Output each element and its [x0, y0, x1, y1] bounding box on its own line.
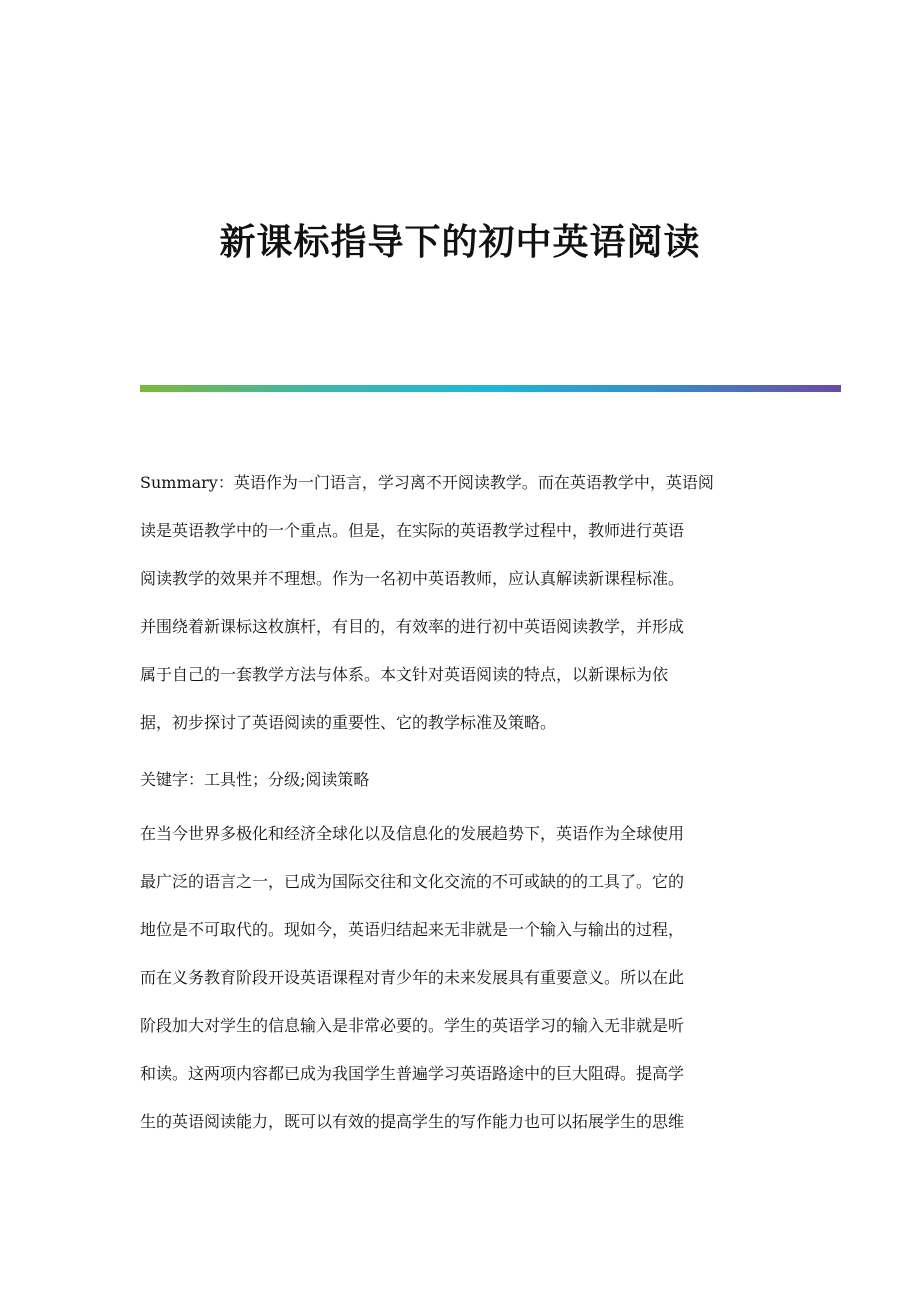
summary-line: Summary：英语作为一门语言，学习离不开阅读教学。而在英语教学中，英语阅: [140, 473, 714, 492]
intro-line: 最广泛的语言之一，已成为国际交往和文化交流的不可或缺的的工具了。它的: [140, 872, 685, 891]
document-title: 新课标指导下的初中英语阅读: [219, 221, 701, 263]
summary-paragraph: [140, 459, 780, 747]
intro-line: 阶段加大对学生的信息输入是非常必要的。学生的英语学习的输入无非就是听: [140, 1016, 685, 1035]
intro-line: 而在义务教育阶段开设英语课程对青少年的未来发展具有重要意义。所以在此: [140, 968, 685, 987]
summary-line: 阅读教学的效果并不理想。作为一名初中英语教师，应认真解读新课程标准。: [140, 569, 685, 588]
summary-line: 并围绕着新课标这枚旗杆，有目的，有效率的进行初中英语阅读教学，并形成: [140, 617, 685, 636]
intro-line: 生的英语阅读能力，既可以有效的提高学生的写作能力也可以拓展学生的思维: [140, 1112, 685, 1131]
summary-line: 读是英语教学中的一个重点。但是，在实际的英语教学过程中，教师进行英语: [140, 521, 685, 540]
intro-line: 地位是不可取代的。现如今，英语归结起来无非就是一个输入与输出的过程，: [140, 920, 685, 939]
summary-line: 属于自己的一套教学方法与体系。本文针对英语阅读的特点，以新课标为依: [140, 665, 669, 684]
keywords-text: 关键字：工具性；分级;阅读策略: [140, 770, 370, 789]
intro-paragraph: [140, 810, 780, 1146]
title-divider: [140, 385, 841, 392]
intro-line: 和读。这两项内容都已成为我国学生普遍学习英语路途中的巨大阻碍。提高学: [140, 1064, 685, 1083]
intro-line: 在当今世界多极化和经济全球化以及信息化的发展趋势下，英语作为全球使用: [140, 824, 685, 843]
keywords-line: [140, 756, 780, 804]
summary-line: 据，初步探讨了英语阅读的重要性、它的教学标准及策略。: [140, 713, 557, 732]
